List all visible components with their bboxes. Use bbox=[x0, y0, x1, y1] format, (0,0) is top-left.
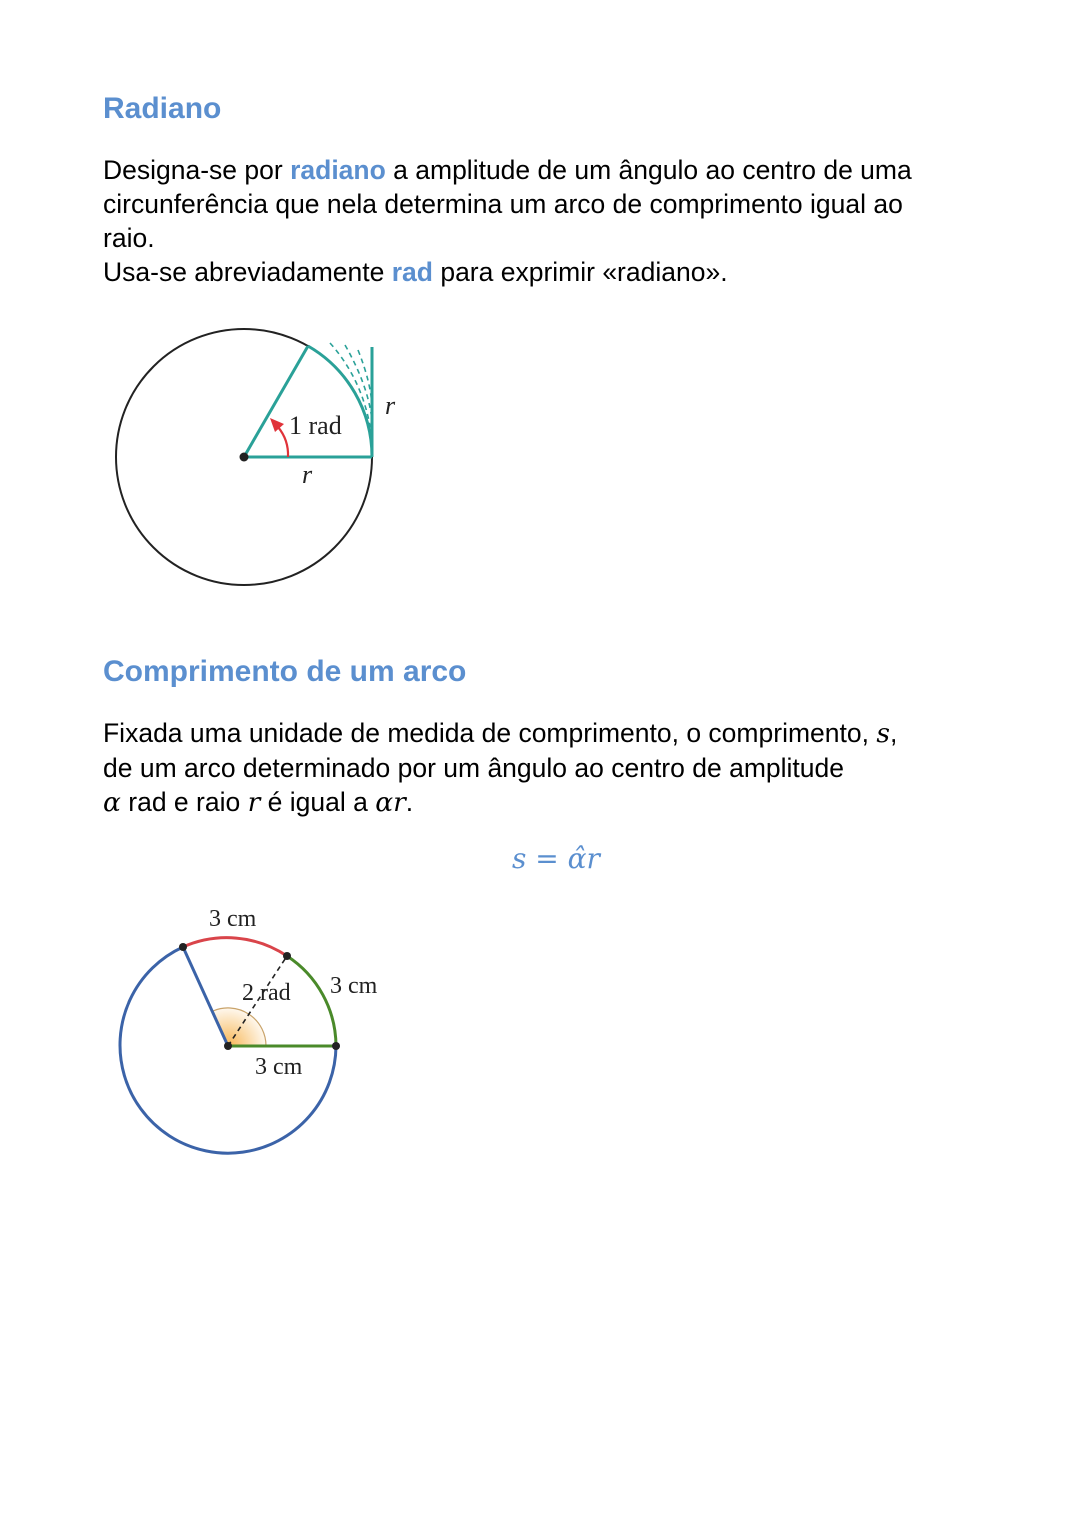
def-line4-suffix: para exprimir «radiano». bbox=[432, 257, 728, 287]
term-rad: rad bbox=[391, 257, 433, 287]
term-radiano: radiano bbox=[290, 155, 386, 185]
arc-line1-text: Fixada uma unidade de medida de comprimento, o comprimento, bbox=[103, 718, 877, 748]
point-center bbox=[224, 1042, 232, 1050]
point-right bbox=[332, 1042, 340, 1050]
section-title-comprimento: Comprimento de um arco bbox=[103, 655, 467, 688]
radius-label: r bbox=[302, 460, 313, 489]
section-title-radiano: Radiano bbox=[103, 92, 222, 125]
var-alpha: α bbox=[103, 787, 121, 818]
circle-blue-arc bbox=[120, 947, 336, 1153]
point-top-left bbox=[179, 943, 187, 951]
def-line2: circunferência que nela determina um arco de comprimento igual ao bbox=[103, 189, 903, 219]
radius-blue bbox=[183, 947, 228, 1046]
top-arc-label: 3 cm bbox=[209, 906, 257, 932]
var-r: r bbox=[247, 787, 261, 818]
radius-label-3cm: 3 cm bbox=[255, 1054, 303, 1080]
def-line3: raio. bbox=[103, 223, 155, 253]
point-top-right bbox=[283, 952, 291, 960]
arc-green bbox=[287, 956, 336, 1046]
def-line1-prefix: Designa-se por bbox=[103, 155, 291, 185]
angle-label-2rad: 2 rad bbox=[242, 980, 291, 1006]
arc-line2: de um arco determinado por um ângulo ao centro de amplitude bbox=[103, 753, 844, 783]
var-alpha-r: αr bbox=[375, 787, 406, 818]
arc-red bbox=[183, 938, 287, 956]
def-line4-prefix: Usa-se abreviadamente bbox=[103, 257, 392, 287]
arc-line3-mid2: é igual a bbox=[260, 787, 376, 817]
arc-length-formula: s = α̂r bbox=[512, 842, 600, 875]
arc-line3-end: . bbox=[405, 787, 414, 817]
angle-label: 1 rad bbox=[289, 411, 342, 440]
arc-label: r bbox=[385, 391, 396, 420]
arc-line1-end: , bbox=[889, 718, 898, 748]
def-line1-suffix: a amplitude de um ângulo ao centro de uma bbox=[385, 155, 912, 185]
var-s: s bbox=[876, 718, 890, 749]
right-arc-label: 3 cm bbox=[330, 973, 378, 999]
arc-line3-mid1: rad e raio bbox=[120, 787, 248, 817]
